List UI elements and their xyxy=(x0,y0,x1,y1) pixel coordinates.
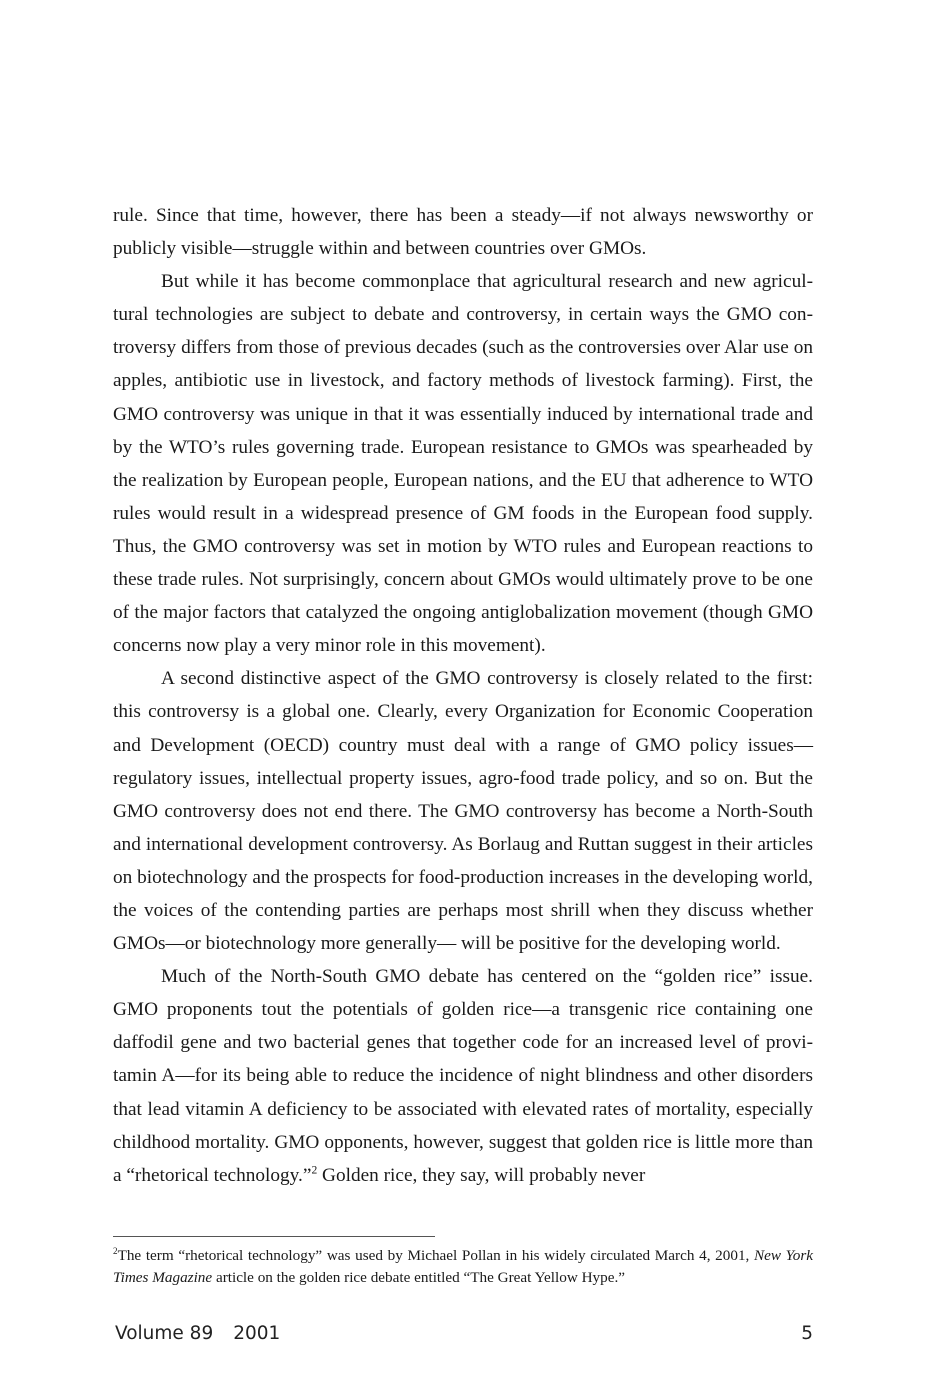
footnote-text-after: article on the golden rice debate entitled “The Great Yellow Hype.” xyxy=(212,1268,626,1286)
body-text xyxy=(113,199,813,1192)
page-number: 5 xyxy=(801,1323,813,1344)
footnote xyxy=(113,1245,813,1288)
paragraph-4 xyxy=(113,960,813,1192)
paragraph-2-text: But while it has become commonplace that agricultural research and new agricultural technologies are subject to debate and controversy, in certain ways the GMO controversy differs from those of previous decades (such as the controversies over Alar use on apples, antibiotic use in livestock, and factory methods of livestock farming). First, the GMO controversy was unique in that it was essentially induced by international trade and by the WTO’s rules governing trade. European resistance to GMOs was spearheaded by the realization by European people, European nations, and the EU that adherence to WTO rules would result in a widespread presence of GM foods in the European food supply. Thus, the GMO controversy was set in motion by WTO rules and European reactions to these trade rules. Not surprisingly, concern about GMOs would ultimately prove to be one of the major factors that catalyzed the ongoing antiglobalization movement (though GMO concerns now play a very minor role in this movement). xyxy=(113,271,813,657)
paragraph-3 xyxy=(113,662,813,960)
footnote-reference[interactable]: 2 xyxy=(311,1163,318,1177)
paragraph-4-text: Much of the North-South GMO debate has centered on the “golden rice” issue. GMO proponents tout the potentials of golden rice—a transgenic rice containing one daffodil gene and two bacterial genes that together code for an increased level of provitamin A—for its being able to reduce the incidence of night blindness and other disorders that lead vitamin A deficiency to be associated with elevated rates of mortality, especially childhood mortality. GMO opponents, however, suggest that golden rice is little more than a “rhetorical technology.” xyxy=(113,966,813,1186)
footer-year: 2001 xyxy=(233,1323,281,1344)
footnote-marker: 2 xyxy=(113,1245,118,1256)
footnote-divider xyxy=(113,1236,435,1237)
paragraph-1 xyxy=(113,199,813,265)
paragraph-2 xyxy=(113,265,813,662)
paragraph-3-text: A second distinctive aspect of the GMO controversy is closely related to the first: this controversy is a global one. Clearly, every Organization for Economic Cooperation and Development (OECD) country must deal with a range of GMO policy issues—regulatory issues, intellectual property issues, agro-food trade policy, and so on. But the GMO controversy does not end there. The GMO controversy has become a North-South and international development controversy. As Borlaug and Ruttan suggest in their articles on biotechnology and the prospects for food-production increases in the developing world, the voices of the contending parties are perhaps most shrill when they discuss whether GMOs—or biotechnology more generally— will be positive for the developing world. xyxy=(113,668,813,955)
footer-volume-info xyxy=(115,1323,280,1344)
footer-volume: Volume 89 xyxy=(115,1323,214,1344)
footnote-publication: New York Times Magazine xyxy=(113,1247,813,1286)
paragraph-4-text-after: Golden rice, they say, will probably never xyxy=(317,1164,646,1186)
paragraph-1-text: rule. Since that time, however, there has been a steady—if not always newsworthy or publicly visible—struggle within and between countries over GMOs. xyxy=(113,205,813,260)
footnote-text-before: The term “rhetorical technology” was used by Michael Pollan in his widely circulated March 4, 2001, xyxy=(117,1247,755,1264)
